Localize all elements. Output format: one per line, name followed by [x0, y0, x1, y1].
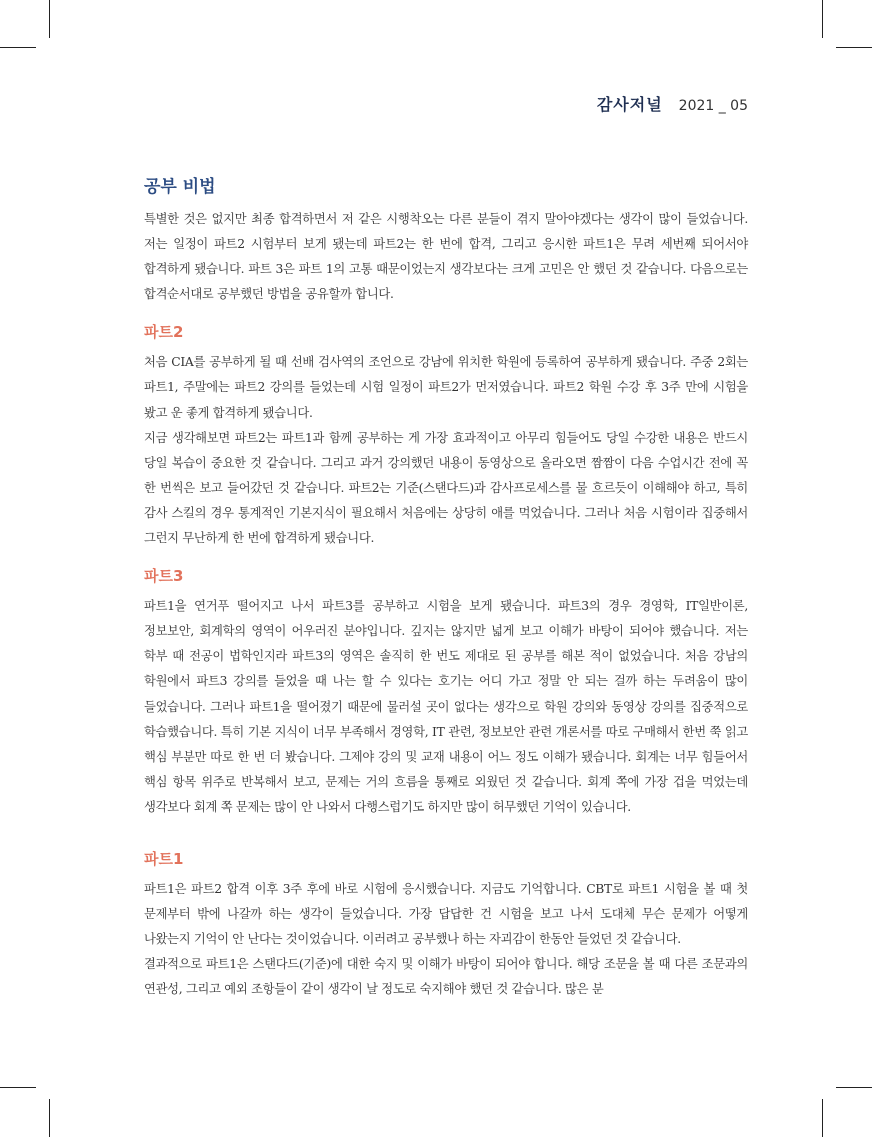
crop-mark-top-left-v [49, 0, 50, 38]
crop-mark-top-left-h [0, 47, 36, 48]
part1-paragraph-1: 파트1은 파트2 합격 이후 3주 후에 바로 시험에 응시했습니다. 지금도 기억합니다. CBT로 파트1 시험을 볼 때 첫 문제부터 밖에 나갈까 하는 생각이 들었습니다. 가장 답답한 건 시험을 보고 나서 도대체 무슨 문제가 어떻게 나왔는지 기억이 안 난다는 것이었습니다. 이러려고 공부했나 하는 자괴감이 한동안 들었던 것 같습니다. [144, 881, 748, 947]
part2-paragraph-1: 처음 CIA를 공부하게 될 때 선배 검사역의 조언으로 강남에 위치한 학원에 등록하여 공부하게 됐습니다. 주중 2회는 파트1, 주말에는 파트2 강의를 들었는데 시험 일정이 파트2가 먼저였습니다. 파트2 학원 수강 후 3주 만에 시험을 봤고 운 좋게 합격하게 됐습니다. [144, 355, 748, 420]
issue-number: 2021 _ 05 [678, 98, 748, 114]
crop-mark-bottom-right-h [836, 1087, 872, 1088]
part1-paragraph-2: 결과적으로 파트1은 스탠다드(기준)에 대한 숙지 및 이해가 바탕이 되어야 합니다. 해당 조문을 볼 때 다른 조문과의 연관성, 그리고 예외 조항들이 같이 생각이 날 정도로 숙지해야 했던 것 같습니다. 많은 분 [144, 957, 748, 997]
article-title: 공부 비법 [144, 177, 216, 197]
crop-mark-top-right-v [822, 0, 823, 38]
journal-name: 감사저널 [596, 95, 663, 114]
crop-mark-top-right-h [836, 47, 872, 48]
crop-mark-bottom-left-h [0, 1087, 36, 1088]
running-header [597, 92, 748, 115]
section-title-part2: 파트2 [144, 323, 184, 342]
crop-mark-bottom-left-v [49, 1099, 50, 1137]
section-title-part1: 파트1 [144, 849, 184, 868]
section-title-part3: 파트3 [144, 567, 184, 586]
article-body [144, 172, 748, 1002]
part2-paragraph-2: 지금 생각해보면 파트2는 파트1과 함께 공부하는 게 가장 효과적이고 아무리 힘들어도 당일 수강한 내용은 반드시 당일 복습이 중요한 것 같습니다. 그리고 과거 강의했던 내용이 동영상으로 올라오면 짬짬이 다음 수업시간 전에 꼭 한 번씩은 보고 들어갔던 것 같습니다. 파트2는 기준(스탠다드)과 감사프로세스를 물 흐르듯이 이해해야 하고, 특히 감사 스킬의 경우 통계적인 기본지식이 필요해서 처음에는 상당히 애를 먹었습니다. 그러나 처음 시험이라 집중해서 그런지 무난하게 한 번에 합격하게 됐습니다. [144, 430, 748, 546]
intro-paragraph: 특별한 것은 없지만 최종 합격하면서 저 같은 시행착오는 다른 분들이 겪지 말아야겠다는 생각이 많이 들었습니다. 저는 일정이 파트2 시험부터 보게 됐는데 파트2는 한 번에 합격, 그리고 응시한 파트1은 무려 세번째 되어서야 합격하게 됐습니다. 파트 3은 파트 1의 고통 때문이었는지 생각보다는 크게 고민은 안 했던 것 같습니다. 다음으로는 합격순서대로 공부했던 방법을 공유할까 합니다. [144, 212, 748, 302]
crop-mark-bottom-right-v [822, 1099, 823, 1137]
part3-paragraph-1: 파트1을 연거푸 떨어지고 나서 파트3를 공부하고 시험을 보게 됐습니다. 파트3의 경우 경영학, IT일반이론, 정보보안, 회계학의 영역이 어우러진 분야입니다. 깊지는 않지만 넓게 보고 이해가 바탕이 되어야 했습니다. 저는 학부 때 전공이 법학인지라 파트3의 영역은 솔직히 한 번도 제대로 된 공부를 해본 적이 없었습니다. 처음 강남의 학원에서 파트3 강의를 들었을 때 나는 할 수 있다는 호기는 어디 가고 정말 안 되는 걸까 하는 두려움이 많이 들었습니다. 그러나 파트1을 떨어졌기 때문에 물러설 곳이 없다는 생각으로 학원 강의와 동영상 강의를 집중적으로 학습했습니다. 특히 기본 지식이 너무 부족해서 경영학, IT 관련, 정보보안 관련 개론서를 따로 구매해서 한번 쭉 읽고 핵심 부분만 따로 한 번 더 봤습니다. 그제야 강의 및 교재 내용이 어느 정도 이해가 됐습니다. 회계는 너무 힘들어서 핵심 항목 위주로 반복해서 보고, 문제는 거의 흐름을 통째로 외웠던 것 같습니다. 회계 쪽에 가장 겁을 먹었는데 생각보다 회계 쪽 문제는 많이 안 나와서 다행스럽기도 하지만 많이 허무했던 기억이 있습니다. [144, 599, 748, 814]
